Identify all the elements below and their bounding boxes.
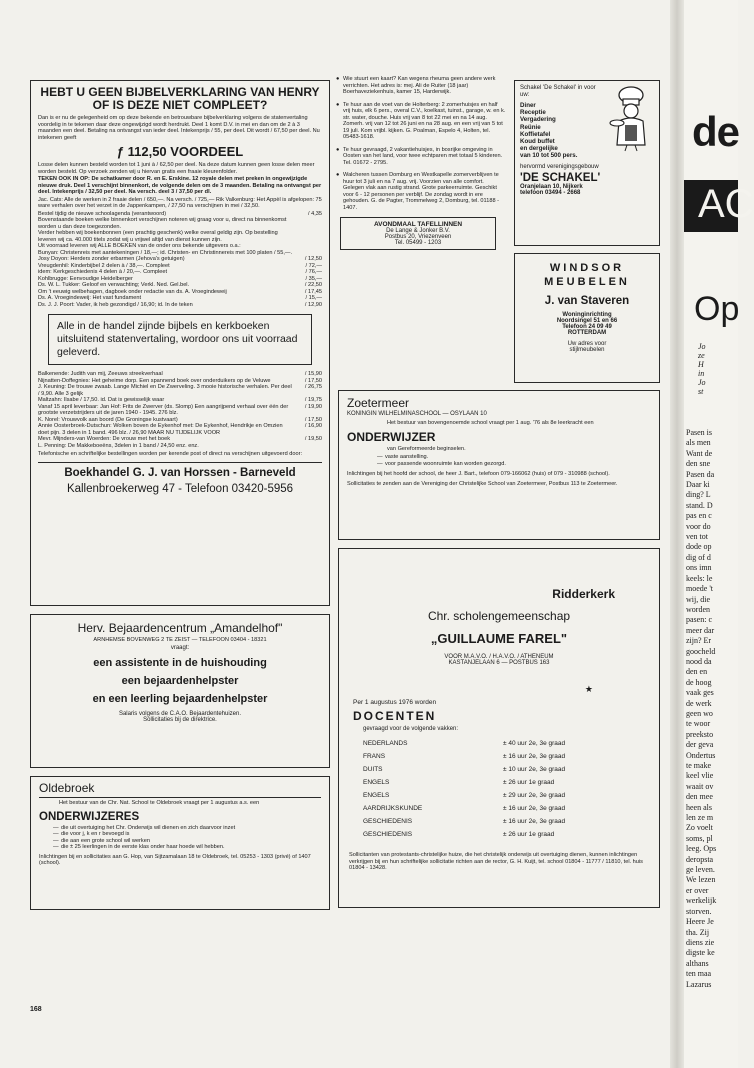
oldebroek-ad (30, 776, 330, 910)
zoetermeer-school: KONINGIN WILHELMINASCHOOL — OSYLAAN 10 (347, 411, 487, 417)
windsor-l3: Telefoon 24 09 49 (562, 324, 612, 330)
price-row-price: / 4,35 (308, 210, 322, 217)
price-row-text: Kohlbrugge: Eenvoudige Heidelberger (38, 275, 133, 282)
column-fragment: als men (686, 438, 711, 448)
small-ad (336, 76, 506, 96)
bullet-icon: ● (336, 101, 340, 108)
amandelhof-job-3: en een leerling bejaardenhelpster (92, 693, 268, 705)
windsor-l6: stijlmeubelen (569, 347, 605, 353)
schakel-ad (514, 80, 660, 246)
column-fragment: stand. D (686, 500, 713, 510)
zoetermeer-apply: Sollicitaties te zenden aan de Vereniging der Christelijke School van Zoetermeer, Postbus 113 te Zoetermeer. (347, 480, 618, 487)
column-fragment: der geva (686, 740, 714, 750)
price-row (38, 217, 322, 230)
subject-hours: ± 16 uur 2e, 3e graad (503, 818, 566, 825)
zoetermeer-title: ONDERWIJZER (347, 429, 436, 444)
requirement-item: — die ± 25 leerlingen in de eerste klas onder haar hoede wil hebben. (53, 844, 321, 851)
column-fragment: keels: le (686, 573, 713, 583)
price-row-text: Vreugdenhil: Kinderbijbel 2 delen à / 38,—. Compleet (38, 262, 170, 269)
column-fragment: de werk (686, 698, 712, 708)
ridderkerk-ad (338, 548, 660, 908)
column-fragment: worden (686, 604, 710, 614)
avondmaal-title: AVONDMAAL TAFELLINNEN (373, 221, 463, 228)
column-fragment: ge leven. (686, 865, 715, 875)
subject-row (363, 766, 649, 779)
ridderkerk-name: „GUILLAUME FAREL" (430, 631, 568, 646)
price-row (38, 423, 322, 436)
windsor-l1: Woninginrichting (562, 312, 612, 318)
ridderkerk-org: Chr. scholengemeenschap (427, 609, 571, 623)
price-row-price: / 17,50 (304, 377, 322, 384)
schakel-lead: Schakel 'De Schakel' in voor uw: (520, 85, 596, 98)
column-fragment: soms, pl (686, 833, 713, 843)
amandelhof-apply: Sollicitaties bij de direktrice. (143, 717, 217, 723)
intro-fragment: st (698, 387, 704, 396)
next-page (684, 0, 754, 1068)
schakel-item: Diner (520, 102, 536, 109)
windsor-ad (514, 253, 660, 383)
column-fragment: er over (686, 885, 709, 895)
subject-name: GESCHIEDENIS (363, 818, 413, 825)
column-fragment: Heere Je (686, 917, 714, 927)
oldebroek-info: Inlichtingen bij en sollicitaties aan G. Hop, van Sijtzamalaan 18 te Oldebroek, tel. 05253 - 1303 (privé) of 1407 (school). (39, 853, 311, 866)
column-fragment: Pasen is (686, 428, 712, 437)
subject-hours: ± 29 uur 2e, 3e graad (503, 792, 566, 799)
price-row-price: / 12,90 (304, 301, 322, 308)
requirement-item: — die uit overtuiging het Chr. Onderwijs wil dienen en zich daarvoor inzet (53, 825, 321, 832)
schakel-item: Receptie (520, 109, 546, 117)
small-ad-text: Walcheren tussen Domburg en Westkapelle zomerverblijven te huur tot 3 juli en na 7 aug. vrij. Voorzien van alle comfort. Gelegen vlak aan rustig strand. Grote parkeerruimte. Geschikt voor 6 - 12 personen per verblijf. De zondag wordt in ere gehouden. G. de Pagter, Trommelweg 2, Domburg, tel. 01188 - 1407. (343, 172, 499, 211)
subject-name: ENGELS (363, 779, 390, 786)
price-row-price: / 15,90 (304, 371, 322, 377)
subject-hours: ± 40 uur 2e, 3e graad (503, 740, 566, 747)
condition-item: — voor passende woonruimte kan worden gezorgd. (377, 461, 651, 468)
column-fragment: preeksto (686, 729, 714, 739)
avondmaal-line-2: Postbus 20, Vriezenveen (384, 234, 452, 240)
subject-row (363, 818, 649, 831)
price-row-text: Annie Oosterbroek-Dutschun: Wolken boven de Eykenhof met: De Eykenhof, Hendrikje en Omzien doet pijn. 3 delen in 1 band. 496 blz. / 26,90 MAAR NU TIJDELIJK VOOR (38, 423, 283, 436)
column-fragment: werkelijk (686, 896, 717, 906)
price-row-text: idem: Kerkgeschiedenis 4 delen à / 20,—. Compleet (38, 269, 168, 275)
next-page-banner (684, 180, 754, 232)
price-row (38, 443, 322, 450)
price-list-1 (38, 211, 322, 309)
small-ad (336, 172, 506, 211)
amandelhof-title: Herv. Bejaardencentrum „Amandelhof" (77, 621, 283, 635)
bible-ad-order-note: Telefonische en schriftelijke bestellingen worden per kerende post of direct na verschijnen uitgevoerd door: (38, 451, 302, 457)
column-fragment: moede 't (686, 584, 713, 594)
windsor-l2: Noordsingel 51 en 66 (556, 318, 618, 324)
page-gutter (670, 0, 684, 1068)
column-fragment: keel vlie (686, 771, 714, 781)
column-fragment: pas en c (686, 511, 712, 521)
price-row-price: / 22,50 (304, 282, 322, 288)
price-row (38, 302, 322, 309)
intro-fragment: in (698, 369, 705, 378)
column-fragment: den en (686, 667, 708, 677)
price-row-text: Ds. J. J. Poort: Vader, ik heb gezondigd / 16,90; id. In de teken (38, 301, 193, 308)
price-row-text: Maltzahn: Ilsabe / 17,50. id. Dat is gewisselijk waar (38, 397, 165, 403)
subject-row (363, 792, 649, 805)
bible-ad-headline: HEBT U GEEN BIJBELVERKLARING VAN HENRY OF IS DEZE NIET COMPLEET? (40, 85, 320, 112)
subject-hours: ± 16 uur 2e, 3e graad (503, 753, 566, 760)
price-row-price (294, 443, 322, 450)
column-fragment: den mee (686, 792, 713, 802)
intro-fragment: ze (698, 351, 705, 360)
schakel-tag: hervormd verenigingsgebouw (520, 163, 599, 170)
price-row-price: / 72,— (305, 262, 322, 269)
price-row-price (294, 230, 322, 243)
bible-ad (30, 80, 330, 606)
column-fragment: storven. (686, 906, 712, 916)
column-fragment: ding? L (686, 490, 711, 500)
column-fragment: den sne (686, 459, 711, 469)
column-fragment: len ze m (686, 813, 714, 823)
bible-ad-discount: ƒ 112,50 VOORDEEL (116, 144, 244, 159)
requirement-item: — die aan een grote school wil werken (53, 838, 321, 845)
column-fragment: pasen: c (686, 615, 712, 625)
subject-row (363, 753, 649, 766)
column-fragment: meer dar (686, 625, 715, 635)
bible-ad-body1: Losse delen kunnen besteld worden tot 1 juni à / 62,50 per deel. Na deze datum kunnen geen losse delen meer worden besteld. Op verzoek zenden wij u hiervan gratis een fraaie kleurenfolder. (38, 162, 315, 175)
schakel-item: en dergelijke (520, 145, 558, 153)
column-fragment: wij, die (686, 594, 710, 604)
price-row-text: Mevr. Mijnders-van Woerden: De vrouw met het boek (38, 436, 171, 442)
column-fragment: tha. Zij (686, 927, 710, 937)
price-row-text: Nijnatten-Doffegnies: Het geheime dorp. Een spannend boek over onderduikers op de Veluwe (38, 377, 271, 384)
column-fragment: goocheld (686, 646, 716, 656)
schakel-item: Reünie (520, 123, 541, 131)
next-page-headline: de (692, 108, 740, 155)
next-page-banner-text: AC (698, 182, 754, 226)
requirement-item: — die voor j, k en r bevoegd is (53, 831, 321, 838)
subject-hours: ± 10 uur 2e, 3e graad (503, 766, 566, 773)
subject-row (363, 779, 649, 792)
column-fragment: de hoog (686, 677, 712, 687)
statenvertaling-text: Alle in de handel zijnde bijbels en kerkboeken uitsluitend statenvertaling, wordoor ons uit voorraad geleverd. (57, 320, 298, 358)
oldebroek-title: ONDERWIJZERES (39, 810, 140, 823)
schakel-name: 'DE SCHAKEL' (520, 171, 601, 184)
price-row-price: / 35,— (305, 275, 322, 282)
subject-name: ENGELS (363, 792, 390, 799)
chef-illustration (607, 85, 655, 151)
subjects-table (349, 740, 649, 844)
column-fragment: Want de (686, 448, 713, 458)
amandelhof-salary: Salaris volgens de C.A.O. Bejaardentehuizen. (118, 711, 242, 717)
column-fragment: althans (686, 958, 709, 968)
price-row-text: Balkenende: Judith van mij, Zeeuws streekverhaal (38, 371, 163, 377)
ridderkerk-addr-1: VOOR M.A.V.O. / H.A.V.O. / ATHENEUM (444, 654, 554, 660)
column-fragment: ons imn (686, 563, 712, 573)
price-row (38, 404, 322, 417)
page-number: 168 (30, 1006, 42, 1013)
column-fragment: geen wo (686, 708, 713, 718)
intro-fragment: Jo (698, 378, 706, 387)
price-row-text: Om 't eeuwig welbehagen, dagboek onder redactie van ds. A. Vroegindeweij (38, 288, 227, 295)
subject-row (363, 805, 649, 818)
bullet-icon: ● (336, 146, 340, 153)
subject-name: AARDRIJKSKUNDE (363, 805, 423, 812)
oldebroek-requirements (39, 825, 321, 851)
price-row-price: / 17,50 (304, 416, 322, 423)
column-fragment: Lazarus (686, 979, 712, 989)
amandelhof-address: ARNHEMSE BOVENWEG 2 TE ZEIST — TELEFOON 03404 - 18321 (93, 637, 267, 643)
price-row-text: Bovenstaande boeken welke binnenkort verschijnen noteren wij graag voor u, direct na binnenkomst worden u dan deze toegezonden. (38, 217, 287, 230)
next-page-title: Op (694, 290, 740, 328)
windsor-line-2: MEUBELEN (544, 276, 630, 288)
price-row-price: / 19,75 (304, 397, 322, 403)
small-ad-text: Te huur aan de voet van de Holterberg: 2 zomerhuisjes en half vrij huis, elk 6 pers., overal C.V., koelkast, tuinst., garage, w. en k. str. water, douche. Huis vrij van 8 tot 22 mei en na 14 aug. Zomerh. vrij van 12 tot 26 juni en na 28 aug. en een vrij van 5 tot 19 juli. Kom vrijbl. kijken. G. Poalman, Espelo 4, Holten, tel. 05483-1618. (343, 101, 506, 140)
subject-hours: ± 26 uur 1e graad (503, 779, 555, 786)
schakel-address: Oranjelaan 10, Nijkerk (520, 183, 583, 190)
price-row-text: Bestel tijdig de nieuwe schoolagenda (verantwoord) (38, 210, 167, 217)
column-fragment: leeg. Ops (686, 844, 717, 854)
bullet-icon: ● (336, 76, 340, 82)
zoetermeer-place: Zoetermeer (347, 396, 410, 410)
schakel-item: Koffietafel (520, 130, 551, 138)
shop-address: Kallenbroekerweg 47 - Telefoon 03420-5956 (66, 482, 294, 495)
subject-hours: ± 16 uur 2e, 3e graad (503, 805, 566, 812)
price-row-text: Vanaf 15 april leverbaar: Jan Hof: Frits de Zwerver (ds. Slomp) Een aangrijpend verhaal over één der grootste verzetstrijders uit de jaren 1940 - 1945. 276 blz. (38, 403, 289, 416)
subject-name: FRANS (363, 753, 386, 760)
price-row-text: J. Keuning: De trouwe zwaab. Lange Michiel en De Zwerveling. 3 mooie historische verhalen. Per deel / 9,90. Alle 3 gelijk (38, 384, 292, 397)
subject-name: DUITS (363, 766, 383, 773)
price-row-price: / 16,90 (304, 423, 322, 429)
price-row-price: / 19,50 (304, 436, 322, 442)
price-row-text: L. Penning: De Makkeboeëns, 3delen in 1 band / 24,50 enz. enz. (38, 442, 199, 449)
subject-row (363, 831, 649, 844)
amandelhof-job-1: een assistente in de huishouding (93, 657, 267, 669)
column-fragment: nood da (686, 656, 712, 666)
column-fragment: Zo voelt (686, 823, 713, 833)
statenvertaling-box (48, 314, 312, 365)
column-fragment: zijn? Er (686, 636, 712, 646)
ridderkerk-title: DOCENTEN (353, 709, 437, 723)
windsor-line-1: WINDSOR (549, 262, 625, 274)
avondmaal-line-1: De Lange & Jonker B.V. (386, 228, 450, 234)
price-row-text: Ds. W. L. Tukker: Geloof en verwachting; Verkl. Ned. Gel.bel. (38, 282, 190, 288)
price-row-price (294, 217, 322, 230)
amandelhof-job-2: een bejaardenhelpster (121, 675, 239, 687)
ridderkerk-addr-2: KASTANJELAAN 6 — POSTBUS 163 (448, 660, 550, 666)
price-row-price: / 12,50 (304, 256, 322, 262)
price-row (38, 384, 322, 397)
price-row-price: / 76,— (305, 269, 322, 275)
amandelhof-ad (30, 614, 330, 768)
price-row-text: Josy Doyon: Herders zonder erbarmen (Jehova's getuigen) (38, 256, 185, 262)
column-fragment: te make (686, 761, 712, 770)
column-fragment: waait ov (686, 781, 714, 791)
small-ad-text: Te huur gevraagd, 2 vakantiehuisjes, in bosrijke omgeving in Oosten van het land, voor twee echtparen met totaal 5 kinderen. Tel. 01672 - 2795. (343, 146, 503, 166)
schakel-phone: telefoon 03494 - 2668 (520, 189, 581, 196)
shop-name: Boekhandel G. J. van Horssen - Barneveld (64, 466, 296, 479)
column-fragment: diens zie (686, 937, 715, 947)
column-fragment: We lezen (686, 875, 716, 885)
subject-name: GESCHIEDENIS (363, 831, 413, 838)
ridderkerk-from: Per 1 augustus 1976 worden (353, 699, 437, 706)
price-row-text: Uit voorraad leveren wij ALLE BOEKEN van de onder ons bekende uitgevers o.a.: (38, 243, 241, 249)
small-ad (336, 102, 506, 141)
ridderkerk-place: Ridderkerk (552, 587, 615, 601)
schakel-item: van 10 tot 500 pers. (520, 152, 578, 160)
column-fragment: deropsta (686, 854, 714, 864)
schakel-item: Vergadering (520, 116, 556, 124)
intro-fragment: Jo (698, 342, 706, 351)
oldebroek-place: Oldebroek (39, 781, 95, 795)
column-fragment: Pasen da (686, 469, 715, 479)
price-row-text: K. Norel: Vrouwvolk aan boord (De Groningse kustvaart) (38, 416, 178, 423)
price-row-price: / 17,45 (304, 288, 322, 295)
price-row-text: Verder hebben wij boekenbonnen (een prachtig geschenk) welke overal geldig zijn. Op bestelling leveren wij ca. 40.000 titels zodat wij u vrijwel altijd van dienst kunnen zijn. (38, 230, 278, 243)
intro-fragment: H (698, 360, 704, 369)
amandelhof-asks: vraagt: (170, 645, 190, 651)
column-fragment: vaak ges (686, 688, 714, 698)
small-ads (336, 76, 506, 250)
price-row-price: / 15,— (305, 295, 322, 301)
schakel-item: Koud buffet (520, 138, 555, 146)
column-fragment: Ondertus (686, 750, 716, 760)
price-row (38, 230, 322, 243)
column-fragment: te woor (686, 719, 711, 729)
column-fragment: Daar ki (686, 480, 710, 490)
zoetermeer-conditions (347, 454, 651, 467)
windsor-name: J. van Staveren (544, 295, 630, 307)
ridderkerk-footer: Sollicitanten van protestants-christelijke huize, die het christelijk onderwijs uit overtuiging dienen, kunnen inlichtingen verkrijgen bij en hun schriftelijke sollicitatie richten aan de rector, G. H. Kuijt, tel. school 01804 - 11777 / 11810, tel. huis 01804 - 13428. (349, 852, 643, 871)
windsor-l5: Uw adres voor (567, 341, 607, 347)
column-fragment: dig of d (686, 552, 711, 562)
oldebroek-intro: Het bestuur van de Chr. Nat. School te Oldebroek vraagt per 1 augustus a.s. een (59, 800, 260, 806)
windsor-l4: ROTTERDAM (567, 330, 607, 336)
price-row-price: / 19,90 (304, 403, 322, 410)
avondmaal-line-3: Tel. 05499 - 1203 (394, 240, 442, 246)
avondmaal-ad (340, 217, 496, 250)
next-page-intro (698, 342, 706, 396)
zoetermeer-info: Inlichtingen bij het hoofd der school, de heer J. Bart., telefoon 079-166062 (huis) of 079 - 310988 (school). (347, 471, 610, 477)
price-list-2 (38, 371, 322, 449)
column-fragment: digste ke (686, 948, 715, 958)
small-ad (336, 147, 506, 167)
subject-row (363, 740, 649, 753)
bible-ad-intro: Dan is er nu de gelegenheid om op deze bekende en betrouwbare bijbelverklaring volgens de statenvertaling voordelig in te tekenen daar deze ongewijzigd wordt herdrukt. Deel 1 komt D.V. in mei en dan om de 2 à 3 maanden een deel. Betaling na ontvangst van ieder deel. Intekenprijs / 55, per deel. Dit wordt / 67,50 per deel. Nu intekenen geeft (38, 115, 320, 141)
subject-name: NEDERLANDS (363, 740, 408, 747)
bullet-icon: ● (336, 172, 340, 178)
price-row-text: Ds. A. Vroegindeweij: Het vast fundament (38, 295, 142, 301)
zoetermeer-ad (338, 390, 660, 540)
ridderkerk-star: ★ (584, 684, 593, 694)
column-fragment: dode op (686, 542, 712, 552)
condition-item: — vaste aanstelling. (377, 454, 651, 461)
ridderkerk-asks: gevraagd voor de volgende vakken: (363, 726, 459, 732)
column-fragment: ven tot (686, 532, 708, 542)
subject-hours: ± 26 uur 1e graad (503, 831, 555, 838)
next-page-column (686, 428, 716, 990)
column-fragment: ten maa (686, 969, 712, 979)
bible-ad-body3: Jac. Cats: Alle de werken in 2 fraaie delen / 650,—. Na versch. / 725,— Rik Valkenburg: Het Appèl is afgelopen: 75 ware verhalen over het verzet in de Jappenkampen, / 27,50 na verschijnen in mei / 32,50. (38, 196, 322, 209)
bible-ad-body2: TEKEN OOK IN OP: De schatkamer door R. en E. Erskine. 12 royale delen met preken in ongewijzigde nieuwe druk. Deel 1 verschijnt binnenkort, de volgende delen om de 3 maanden. Betaling na ontvangst per deel. Intekenprijs / 32,50 per deel. Na versch. deel 3 / 37,50 per dl. (38, 176, 322, 195)
column-fragment: heen als (686, 802, 712, 812)
small-ad-text: Wie stuurt een kaart? Kan wegens rheuma geen andere werk verrichten. Het adres is: mej. Ali de Ruiter (18 jaar) Boerhaveziekenhuis, kamer 15, Harderwijk. (343, 76, 496, 95)
price-row-text: Bunyan: Christenreis met aantekeningen / 18,—; id. Christen- en Christinnereis met 100 platen / 55,—. (38, 249, 293, 256)
zoetermeer-intro: Het bestuur van bovengenoemde school vraagt per 1 aug. '76 als 8e leerkracht een (387, 420, 594, 426)
zoetermeer-sub: van Gereformeerde beginselen. (387, 445, 466, 452)
column-fragment: voor do (686, 521, 711, 531)
price-row-price: / 26,75 (304, 384, 322, 390)
